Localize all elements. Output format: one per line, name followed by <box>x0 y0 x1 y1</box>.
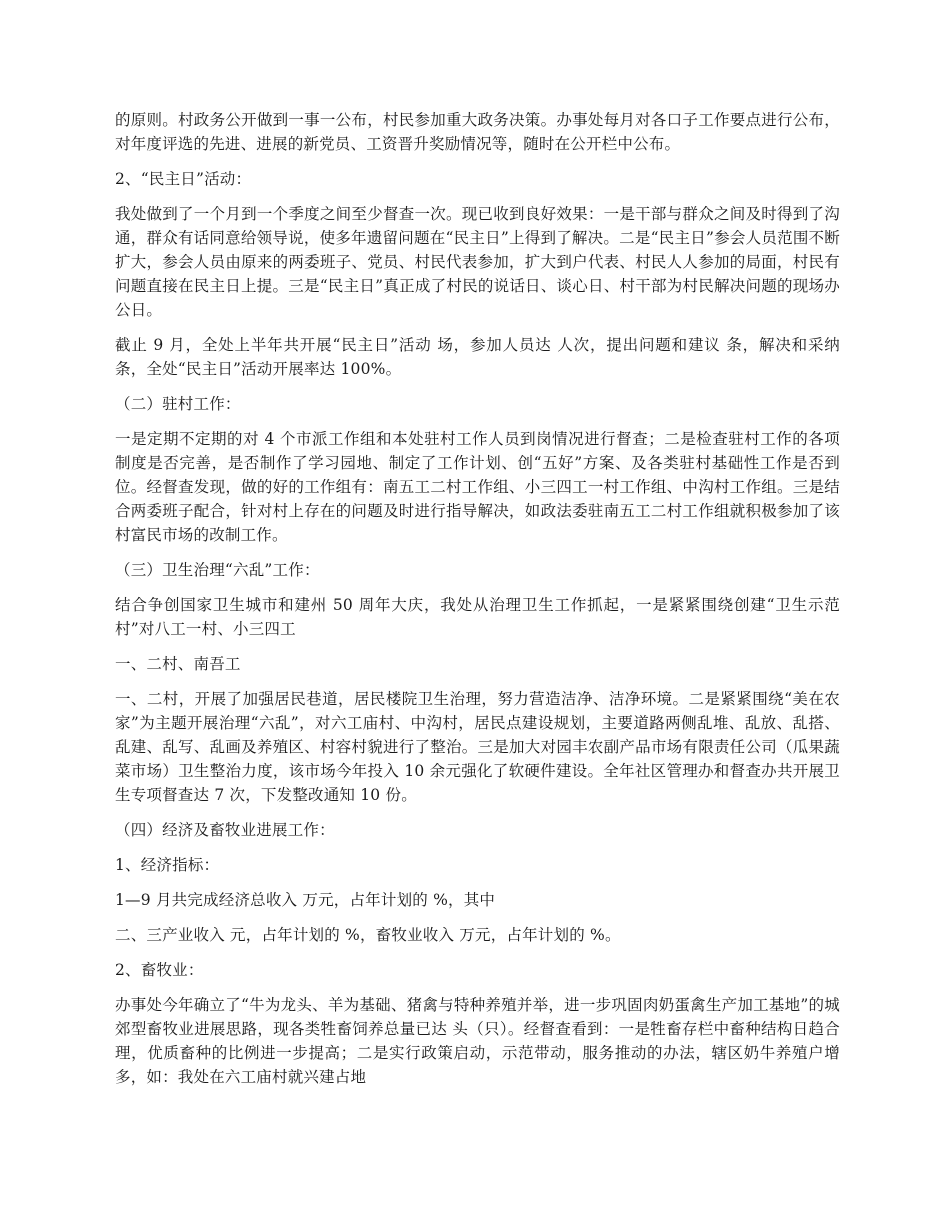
section-heading: （四）经济及畜牧业进展工作： <box>115 821 335 839</box>
paragraph: 办事处今年确立了“牛为龙头、羊为基础、猪禽与特种养殖并举，进一步巩固肉奶蛋禽生产加工基地”的城郊型畜牧业进展思路，现各类牲畜饲养总量已达 头（只）。经督查看到：一是牲畜存栏中畜种结构日趋合理，优质畜种的比例进一步提高；二是实行政策启动，示范带动，服务推动的办法，辖区奶牛养殖户增多，如：我处在六工庙村就兴建占地 <box>115 996 840 1086</box>
paragraph: 一是定期不定期的对 4 个市派工作组和本处驻村工作人员到岗情况进行督查；二是检查驻村工作的各项制度是否完善，是否制作了学习园地、制定了工作计划、创“五好”方案、及各类驻村基础性工作是否到位。经督查发现，做的好的工作组有：南五工二村工作组、小三四工一村工作组、中沟村工作组。三是结合两委班子配合，针对村上存在的问题及时进行指导解决，如政法委驻南五工二村工作组就积极参加了该村富民市场的改制工作。 <box>115 430 840 544</box>
paragraph: 一、二村，开展了加强居民巷道，居民楼院卫生治理，努力营造洁净、洁净环境。二是紧紧围绕“美在农家”为主题开展治理“六乱”，对六工庙村、中沟村，居民点建设规划，主要道路两侧乱堆、乱放、乱搭、乱建、乱写、乱画及养殖区、村容村貌进行了整治。三是加大对园丰农副产品市场有限责任公司（瓜果蔬菜市场）卫生整治力度，该市场今年投入 10 余元强化了软硬件建设。全年社区管理办和督查办共开展卫生专项督查达 7 次，下发整改通知 10 份。 <box>115 690 840 804</box>
paragraph: 截止 9 月，全处上半年共开展“民主日”活动 场，参加人员达 人次，提出问题和建议 条，解决和采纳 条，全处“民主日”活动开展率达 100%。 <box>115 336 840 378</box>
paragraph: 一、二村、南吾工 <box>115 655 241 673</box>
section-heading: （三）卫生治理“六乱”工作： <box>115 561 320 579</box>
section-heading: （二）驻村工作： <box>115 395 241 413</box>
paragraph: 我处做到了一个月到一个季度之间至少督查一次。现已收到良好效果：一是干部与群众之间及时得到了沟通，群众有话同意给领导说，使多年遗留问题在“民主日”上得到了解决。二是“民主日”参会人员范围不断扩大，参会人员由原来的两委班子、党员、村民代表参加，扩大到户代表、村民人人参加的局面，村民有问题直接在民主日上提。三是“民主日”真正成了村民的说话日、谈心日、村干部为村民解决问题的现场办公日。 <box>115 205 840 319</box>
section-heading: 1、经济指标： <box>115 856 220 874</box>
section-heading: 2、“民主日”活动： <box>115 170 252 188</box>
paragraph: 1—9 月共完成经济总收入 万元，占年计划的 %，其中 <box>115 891 496 909</box>
paragraph: 的原则。村政务公开做到一事一公布，村民参加重大政务决策。办事处每月对各口子工作要点进行公布，对年度评选的先进、进展的新党员、工资晋升奖励情况等，随时在公开栏中公布。 <box>115 111 840 153</box>
paragraph: 结合争创国家卫生城市和建州 50 周年大庆，我处从治理卫生工作抓起，一是紧紧围绕创建“卫生示范村”对八工一村、小三四工 <box>115 596 840 638</box>
document-body <box>115 108 840 1100</box>
paragraph: 二、三产业收入 元，占年计划的 %，畜牧业收入 万元，占年计划的 %。 <box>115 926 621 944</box>
section-heading: 2、畜牧业： <box>115 961 204 979</box>
